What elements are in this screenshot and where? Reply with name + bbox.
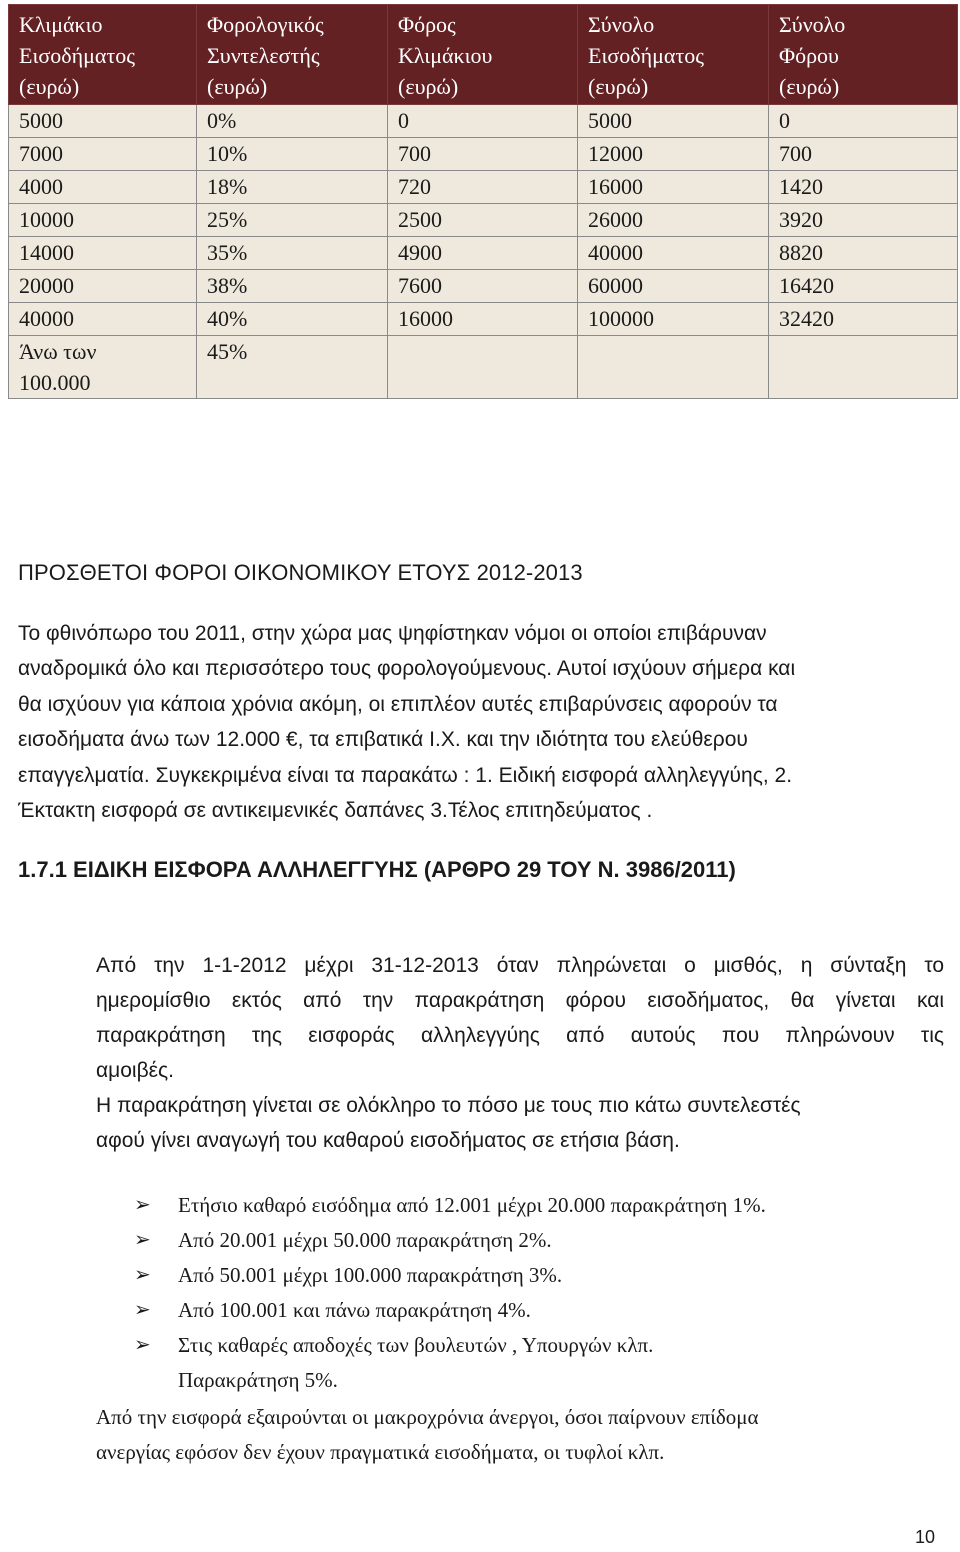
table-cell: 3920 bbox=[769, 204, 958, 237]
paragraph-line: Έκτακτη εισφορά σε αντικειμενικές δαπάνες 3.Τέλος επιτηδεύματος . bbox=[18, 799, 653, 823]
withholding-rates-list bbox=[96, 1188, 946, 1398]
header-line: Συντελεστής bbox=[207, 43, 320, 68]
table-cell: 40% bbox=[197, 303, 388, 336]
table-row bbox=[9, 237, 958, 270]
table-cell: 12000 bbox=[578, 138, 769, 171]
paragraph-line: παρακράτηση της εισφοράς αλληλεγγύης από αυτούς που πληρώνουν τις bbox=[96, 1024, 944, 1047]
arrowhead-bullet-icon: ➢ bbox=[134, 1334, 151, 1356]
table-cell: 16000 bbox=[388, 303, 578, 336]
header-line: Εισοδήματος bbox=[19, 43, 135, 68]
list-item bbox=[96, 1258, 946, 1293]
header-line: (ευρώ) bbox=[398, 74, 459, 99]
table-cell bbox=[578, 336, 769, 399]
table-cell: 16000 bbox=[578, 171, 769, 204]
table-row bbox=[9, 105, 958, 138]
table-cell: 10% bbox=[197, 138, 388, 171]
table-cell: 45% bbox=[197, 336, 388, 399]
header-line: Φόρος bbox=[398, 12, 456, 37]
table-cell: 4000 bbox=[9, 171, 197, 204]
table-cell: 60000 bbox=[578, 270, 769, 303]
header-line: Κλιμάκιο bbox=[19, 12, 103, 37]
table-cell: 18% bbox=[197, 171, 388, 204]
list-item-text: Παρακράτηση 5%. bbox=[178, 1368, 338, 1392]
paragraph-line: αμοιβές. bbox=[96, 1059, 174, 1082]
table-cell: 10000 bbox=[9, 204, 197, 237]
paragraph-line: ημερομίσθιο εκτός από την παρακράτηση φόρου εισοδήματος, θα γίνεται και bbox=[96, 989, 944, 1012]
header-line: (ευρώ) bbox=[588, 74, 649, 99]
table-row-top-bracket bbox=[9, 336, 958, 399]
table-row bbox=[9, 303, 958, 336]
table-row bbox=[9, 138, 958, 171]
table-cell: 7600 bbox=[388, 270, 578, 303]
paragraph-line: επαγγελματία. Συγκεκριμένα είναι τα παρακάτω : 1. Ειδική εισφορά αλληλεγγύης, 2. bbox=[18, 763, 793, 787]
list-item-text: Από 100.001 και πάνω παρακράτηση 4%. bbox=[178, 1298, 531, 1322]
table-cell: 20000 bbox=[9, 270, 197, 303]
header-total-income bbox=[578, 5, 769, 105]
paragraph-line: Η παρακράτηση γίνεται σε ολόκληρο το πόσο με τους πιο κάτω συντελεστές bbox=[96, 1094, 801, 1117]
table-cell: 25% bbox=[197, 204, 388, 237]
header-line: Κλιμάκιου bbox=[398, 43, 493, 68]
table-row bbox=[9, 270, 958, 303]
additional-taxes-heading: ΠΡΟΣΘΕΤΟΙ ΦΟΡΟΙ ΟΙΚΟΝΟΜΙΚΟΥ ΕΤΟΥΣ 2012-2013 bbox=[18, 560, 583, 585]
table-cell: 7000 bbox=[9, 138, 197, 171]
table-cell: 100000 bbox=[578, 303, 769, 336]
table-cell: 0 bbox=[388, 105, 578, 138]
arrowhead-bullet-icon: ➢ bbox=[134, 1194, 151, 1216]
header-line: (ευρώ) bbox=[19, 74, 80, 99]
table-cell: 32420 bbox=[769, 303, 958, 336]
table-cell-top-bracket bbox=[9, 336, 197, 399]
intro-paragraph bbox=[18, 616, 913, 828]
list-item bbox=[96, 1328, 946, 1398]
paragraph-line: αναδρομικά όλο και περισσότερο τους φορολογούμενους. Αυτοί ισχύουν σήμερα και bbox=[18, 657, 796, 681]
table-cell: 16420 bbox=[769, 270, 958, 303]
table-cell bbox=[388, 336, 578, 399]
table-cell: 700 bbox=[388, 138, 578, 171]
table-cell: 0% bbox=[197, 105, 388, 138]
table-cell: 700 bbox=[769, 138, 958, 171]
table-row bbox=[9, 171, 958, 204]
table-cell: 26000 bbox=[578, 204, 769, 237]
header-total-tax bbox=[769, 5, 958, 105]
paragraph-line: εισοδήματα άνω των 12.000 €, τα επιβατικά Ι.Χ. και την ιδιότητα του ελεύθερου bbox=[18, 728, 748, 752]
paragraph-line: Το φθινόπωρο του 2011, στην χώρα μας ψηφίστηκαν νόμοι οι οποίοι επιβάρυναν bbox=[18, 622, 767, 645]
list-item-text: Από 50.001 μέχρι 100.000 παρακράτηση 3%. bbox=[178, 1263, 563, 1287]
table-cell: 2500 bbox=[388, 204, 578, 237]
table-cell: 35% bbox=[197, 237, 388, 270]
table-cell: 40000 bbox=[9, 303, 197, 336]
header-tax-rate bbox=[197, 5, 388, 105]
header-line: Φορολογικός bbox=[207, 12, 324, 37]
table-cell: 40000 bbox=[578, 237, 769, 270]
paragraph-line: Από την εισφορά εξαιρούνται οι μακροχρόνια άνεργοι, όσοι παίρνουν επίδομα bbox=[96, 1405, 759, 1429]
cell-line: Άνω των bbox=[19, 339, 97, 364]
section-title: 1.7.1 ΕΙΔΙΚΗ ΕΙΣΦΟΡΑ ΑΛΛΗΛΕΓΓΥΗΣ (ΑΡΘΡΟ 29 ΤΟΥ Ν. 3986/2011) bbox=[18, 857, 736, 882]
header-line: Εισοδήματος bbox=[588, 43, 704, 68]
list-item-text: Από 20.001 μέχρι 50.000 παρακράτηση 2%. bbox=[178, 1228, 552, 1252]
arrowhead-bullet-icon: ➢ bbox=[134, 1229, 151, 1251]
table-cell: 5000 bbox=[578, 105, 769, 138]
header-line: Σύνολο bbox=[779, 12, 846, 37]
page-number: 10 bbox=[915, 1527, 936, 1547]
table-cell: 8820 bbox=[769, 237, 958, 270]
table-cell: 720 bbox=[388, 171, 578, 204]
paragraph-line: αφού γίνει αναγωγή του καθαρού εισοδήματος σε ετήσια βάση. bbox=[96, 1129, 680, 1152]
table-cell bbox=[769, 336, 958, 399]
table-cell: 4900 bbox=[388, 237, 578, 270]
paragraph-line: ανεργίας εφόσον δεν έχουν πραγματικά εισοδήματα, οι τυφλοί κλπ. bbox=[96, 1440, 665, 1464]
table-cell: 14000 bbox=[9, 237, 197, 270]
table-header-row bbox=[9, 5, 958, 105]
solidarity-paragraph bbox=[96, 948, 944, 1158]
header-line: (ευρώ) bbox=[207, 74, 268, 99]
table-row bbox=[9, 204, 958, 237]
list-item bbox=[96, 1188, 946, 1223]
arrowhead-bullet-icon: ➢ bbox=[134, 1299, 151, 1321]
list-item-text: Ετήσιο καθαρό εισόδημα από 12.001 μέχρι 20.000 παρακράτηση 1%. bbox=[178, 1193, 766, 1217]
list-item bbox=[96, 1223, 946, 1258]
tax-brackets-table bbox=[8, 4, 958, 399]
header-bracket-tax bbox=[388, 5, 578, 105]
paragraph-line: Από την 1-1-2012 μέχρι 31-12-2013 όταν πληρώνεται ο μισθός, η σύνταξη το bbox=[96, 954, 944, 977]
list-item-text: Στις καθαρές αποδοχές των βουλευτών , Υπουργών κλπ. bbox=[178, 1333, 654, 1357]
table-cell: 0 bbox=[769, 105, 958, 138]
header-line: (ευρώ) bbox=[779, 74, 840, 99]
exemptions-paragraph bbox=[96, 1400, 946, 1470]
arrowhead-bullet-icon: ➢ bbox=[134, 1264, 151, 1286]
table-cell: 1420 bbox=[769, 171, 958, 204]
header-line: Σύνολο bbox=[588, 12, 655, 37]
table-cell: 38% bbox=[197, 270, 388, 303]
paragraph-line: θα ισχύουν για κάποια χρόνια ακόμη, οι επιπλέον αυτές επιβαρύνσεις αφορούν τα bbox=[18, 692, 778, 716]
header-line: Φόρου bbox=[779, 43, 839, 68]
cell-line: 100.000 bbox=[19, 370, 91, 395]
header-income-bracket bbox=[9, 5, 197, 105]
table-cell: 5000 bbox=[9, 105, 197, 138]
list-item bbox=[96, 1293, 946, 1328]
